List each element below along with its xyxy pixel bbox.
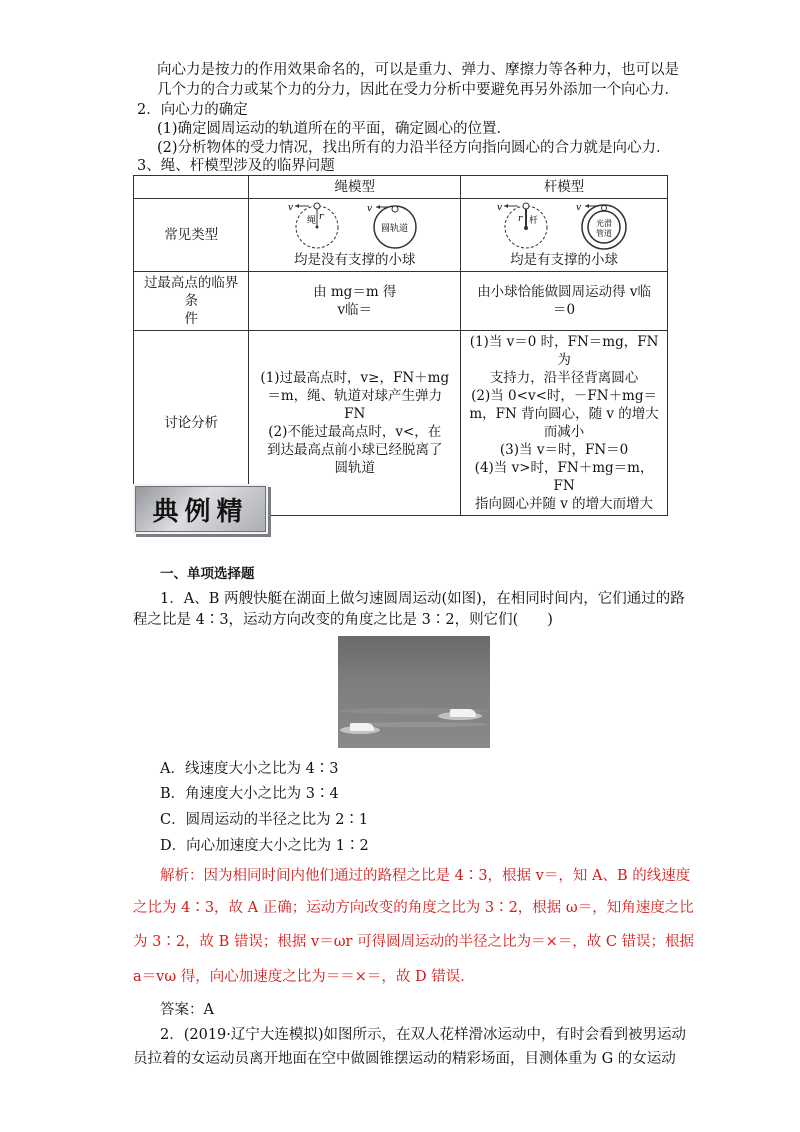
q1-analysis-line-1: 解析：因为相同时间内他们通过的路程之比是 4∶3，根据 v＝，知 A、B 的线速度 <box>160 868 691 884</box>
q1-answer: 答案：A <box>160 1002 214 1018</box>
smooth-pipe-diagram <box>570 201 634 251</box>
svg-text:v: v <box>496 203 503 213</box>
q1-option-a: A．线速度大小之比为 4∶3 <box>160 761 339 777</box>
row-discussion-label: 讨论分析 <box>134 331 249 516</box>
speedboats-photo <box>338 636 490 748</box>
svg-text:v: v <box>287 203 293 213</box>
section-heading: 一、单项选择题 <box>160 566 255 582</box>
svg-text:管道: 管道 <box>596 229 613 238</box>
section-2-item-1: (1)确定圆周运动的轨道所在的平面，确定圆心的位置． <box>157 121 512 137</box>
row-common-types-label: 常见类型 <box>134 199 249 272</box>
intro-line-2: 几个力的合力或某个力的分力，因此在受力分析中要避免再另外添加一个向心力． <box>157 82 679 98</box>
rope-types-cell <box>249 199 461 272</box>
q1-analysis-line-3: 为 3∶2，故 B 错误；根据 v＝ωr 可得圆周运动的半径之比为＝×＝，故 C 错误；根据 <box>133 934 695 950</box>
svg-text:r: r <box>318 212 323 222</box>
row-critical-label: 过最高点的临界条 件 <box>134 272 249 331</box>
rope-model-diagram <box>285 201 349 251</box>
q1-option-c: C．圆周运动的半径之比为 2∶1 <box>160 812 369 828</box>
svg-text:r: r <box>517 214 523 224</box>
svg-text:圆轨道: 圆轨道 <box>380 224 408 234</box>
table-header-empty <box>134 176 249 199</box>
example-banner: 典例精 <box>133 484 268 534</box>
q1-option-b: B．角速度大小之比为 3∶4 <box>160 786 339 802</box>
rod-critical-cell: 由小球恰能做圆周运动得 v临 ＝0 <box>461 272 668 331</box>
q2-line-2: 员拉着的女运动员离开地面在空中做圆锥摆运动的精彩场面，目测体重为 G 的女运动 <box>133 1051 676 1067</box>
section-2-item-2: (2)分析物体的受力情况，找出所有的力沿半径方向指向圆心的合力就是向心力． <box>157 140 671 156</box>
q1-option-d: D．向心加速度大小之比为 1∶2 <box>160 838 369 854</box>
rope-critical-cell: 由 mg＝m 得 v临＝ <box>249 272 461 331</box>
q1-analysis-line-2: 之比为 4∶3，故 A 正确；运动方向改变的角度之比为 3∶2，根据 ω＝，知角速度之比 <box>133 900 694 916</box>
rod-model-diagram <box>494 201 558 251</box>
svg-text:v: v <box>576 203 582 213</box>
table-header-rope: 绳模型 <box>249 176 461 199</box>
table-header-rod: 杆模型 <box>461 176 668 199</box>
rod-caption: 均是有支撑的小球 <box>510 252 619 268</box>
circular-track-diagram <box>361 201 425 251</box>
rod-types-cell <box>461 199 668 272</box>
section-2-title: 2．向心力的确定 <box>137 102 248 118</box>
rope-discussion-cell: (1)过最高点时，v≥，FN＋mg ＝m，绳、轨道对球产生弹力 FN (2)不能过最高点时，v<，在 到达最高点前小球已经脱离了 圆轨道 <box>249 331 461 516</box>
svg-text:杆: 杆 <box>528 216 538 226</box>
rod-discussion-cell: (1)当 v＝0 时，FN＝mg，FN 为 支持力，沿半径背离圆心 (2)当 0<v<时，－FN＋mg＝ m，FN 背向圆心，随 v 的增大 而减小 (3)当 v＝时，FN＝0 (4)当 v>时，FN＋mg＝m，FN 指向圆心并随 v 的增大而增大 <box>461 331 668 516</box>
q1-analysis-line-4: a＝vω 得，向心加速度之比为＝＝×＝，故 D 错误． <box>133 969 475 985</box>
svg-text:v: v <box>366 204 372 214</box>
q1-line-2: 程之比是 4∶3，运动方向改变的角度之比是 3∶2，则它们( ) <box>133 612 553 628</box>
q2-line-1: 2．(2019·辽宁大连模拟)如图所示，在双人花样滑冰运动中，有时会看到被男运动 <box>160 1027 687 1043</box>
rope-caption: 均是没有支撑的小球 <box>294 252 416 268</box>
rope-rod-model-table <box>133 175 668 516</box>
section-3-title: 3、绳、杆模型涉及的临界问题 <box>137 158 335 174</box>
svg-text:光滑: 光滑 <box>596 219 613 228</box>
q1-line-1: 1．A、B 两艘快艇在湖面上做匀速圆周运动(如图)，在相同时间内，它们通过的路 <box>160 591 685 607</box>
svg-text:绳: 绳 <box>306 216 316 226</box>
intro-line-1: 向心力是按力的作用效果命名的，可以是重力、弹力、摩擦力等各种力，也可以是 <box>157 62 679 78</box>
